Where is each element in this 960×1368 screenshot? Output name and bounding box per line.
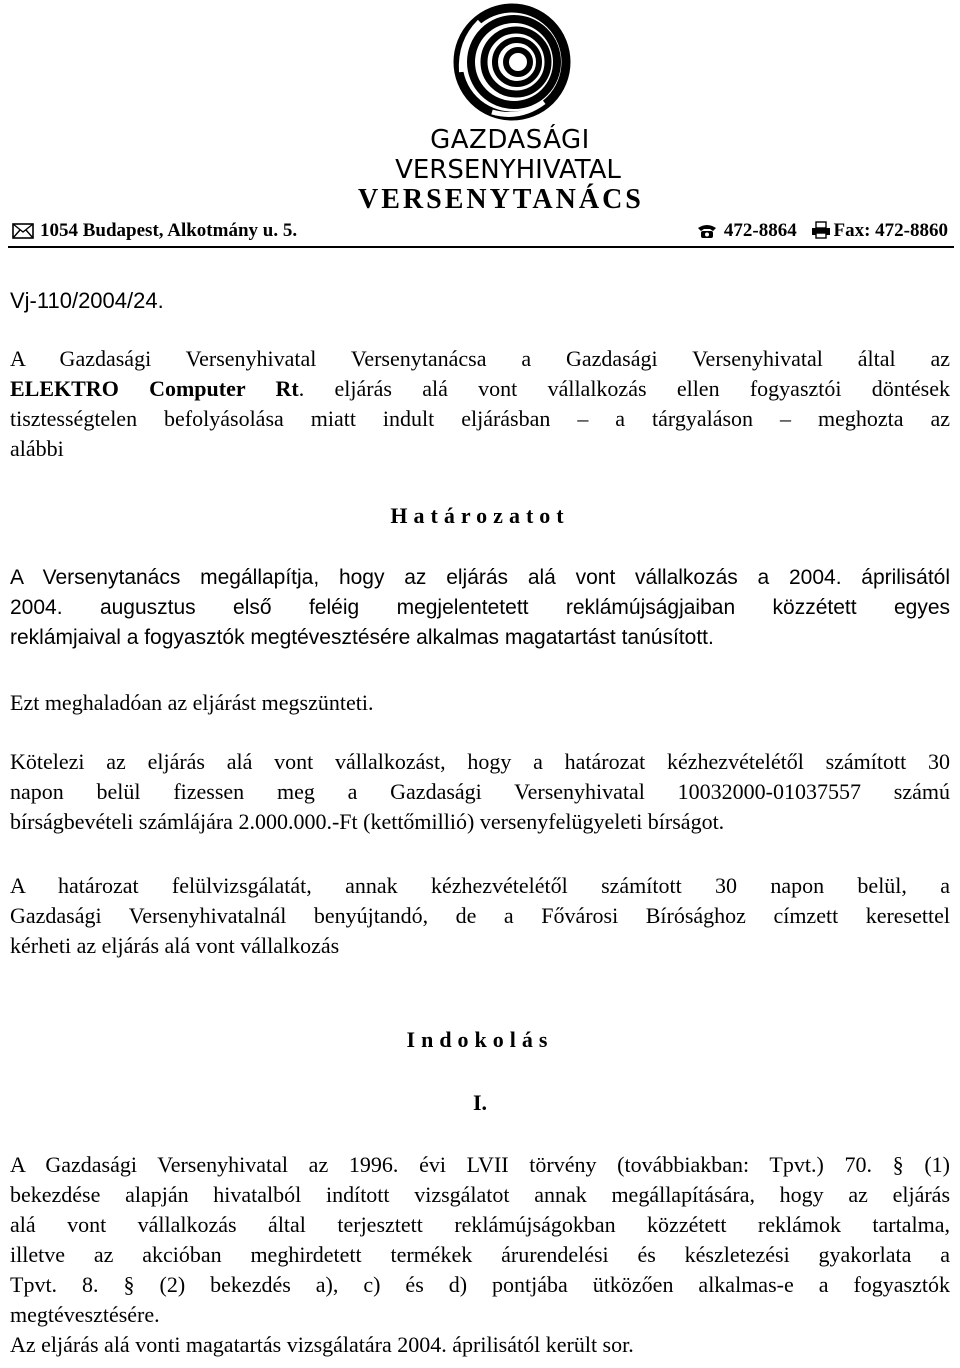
party-name: ELEKTRO Computer Rt — [10, 376, 299, 401]
obligation-paragraph: Kötelezi az eljárás alá vont vállalkozást, hogy a határozat kézhezvételétől számított 30 napon belül fizessen meg a Gazdasági Versenyhivatal 10032000-01037557 számú bírságbevételi számlájára 2.000.000.-Ft (kettőmillió) versenyfelügyeleti bírságot. — [10, 749, 950, 834]
council-title: VERSENYTANÁCS — [358, 184, 644, 215]
fax-icon — [811, 221, 831, 239]
org-name-line1: GAZDASÁGI — [430, 125, 590, 155]
org-name-line2: VERSENYHIVATAL — [395, 155, 621, 185]
reasons-paragraph: A Gazdasági Versenyhivatal az 1996. évi LVII törvény (továbbiakban: Tpvt.) 70. § (1) bekezdése alapján hivatalból indított vizsgálatot annak megállapítására, hogy az eljárás alá vont vállalkozás által terjesztett reklámújságokban közzétett reklámok tartalma, illetve az akcióban meghirdetett termékek árurendelési és készletezési gyakorlata a Tpvt. 8. § (2) bekezdés a), c) és d) pontjába ütközően alkalmas-e a fogyasztók megtévesztésére. Az eljárás alá vonti magatartás vizsgálatára 2004. áprilisától került sor. — [10, 1152, 950, 1357]
case-reference: Vj-110/2004/24. — [10, 288, 164, 313]
decision-heading: Határozatot — [390, 503, 570, 528]
termination-paragraph: Ezt meghaladóan az eljárást megszünteti. — [10, 690, 374, 715]
contact-bar — [8, 218, 954, 248]
envelope-icon — [12, 223, 34, 239]
fax-text: Fax: 472-8860 — [833, 220, 948, 241]
phone-text: 472-8864 — [723, 220, 797, 241]
spiral-logo-icon — [440, 2, 580, 122]
decision-paragraph: A Versenytanács megállapítja, hogy az eljárás alá vont vállalkozás a 2004. áprilisától 2004. augusztus első feléig megjelentetett reklámújságjaiban közzétett egyes reklámjaival a fogyasztók megtévesztésére alkalmas magatartást tanúsított. — [10, 566, 950, 649]
intro-paragraph: A Gazdasági Versenyhivatal Versenytanácsa a Gazdasági Versenyhivatal által az ELEKTRO Computer Rt. eljárás alá vont vállalkozás ellen fogyasztói döntések tisztességtelen befolyásolása miatt indult eljárásban – a tárgyaláson – meghozta az alábbi — [10, 346, 950, 461]
agency-logo — [395, 2, 621, 190]
address-text: 1054 Budapest, Alkotmány u. 5. — [40, 220, 298, 241]
appeal-paragraph: A határozat felülvizsgálatát, annak kézhezvételétől számított 30 napon belül, a Gazdasági Versenyhivatalnál benyújtandó, de a Fővárosi Bírósághoz címzett keresettel kérheti az eljárás alá vont vállalkozás — [10, 873, 950, 958]
section-number: I. — [472, 1090, 488, 1115]
phone-icon — [696, 223, 718, 239]
reasons-heading: Indokolás — [406, 1027, 554, 1052]
